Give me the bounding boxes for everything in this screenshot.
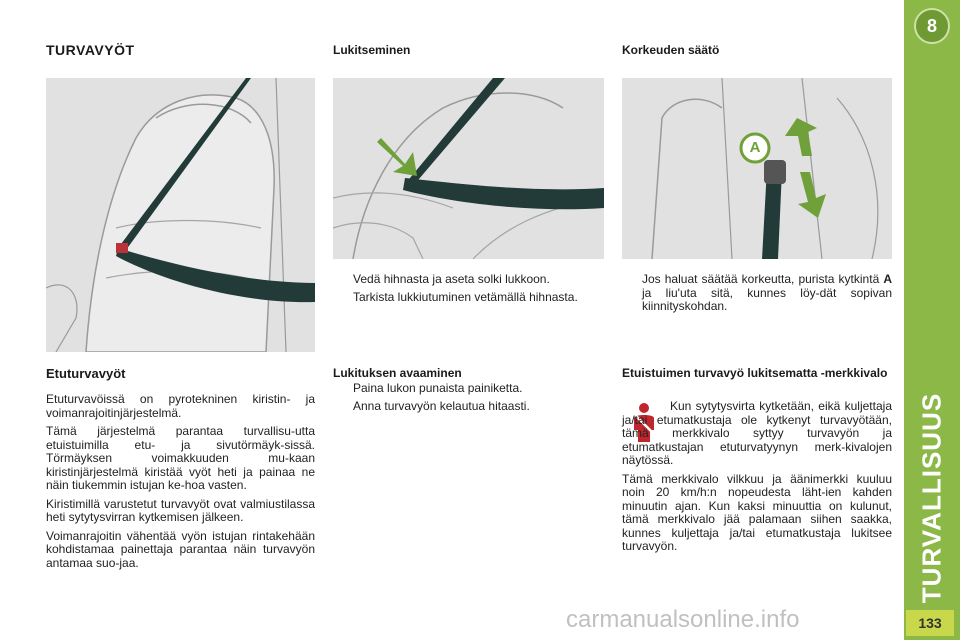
list-item: Anna turvavyön kelautua hitaasti. — [353, 398, 530, 413]
list-item: Vedä hihnasta ja aseta solki lukkoon. — [353, 272, 550, 286]
paragraph: Etuturvavöissä on pyrotekninen kiristin- ja voimanrajoitinjärjestelmä. — [46, 392, 315, 420]
chapter-label: TURVALLISUUS — [916, 392, 947, 604]
list-item: Tarkista lukkiutuminen vetämällä hihnasta. — [353, 289, 578, 304]
switch-a-label: A — [749, 139, 761, 156]
section-heading-unlocking: Lukituksen avaaminen — [333, 366, 462, 380]
front-belts-body — [46, 393, 315, 575]
belt-warning-body — [622, 400, 892, 559]
unlocking-bullets — [333, 382, 604, 417]
section-heading-front-belts: Etuturvavyöt — [46, 366, 126, 381]
paragraph: Kun sytytysvirta kytketään, eikä kuljettaja ja/tai etumatkustaja ole kytkenyt turvavyötään, tämä merkkivalo syttyy turvavyön ja etumatkustajan etuturvatyynyn merk-kivalojen näytössä. — [622, 399, 892, 467]
watermark: carmanualsonline.info — [566, 606, 800, 633]
front-seat-belt-illustration — [46, 78, 315, 352]
height-adjustment-bullets — [622, 273, 892, 318]
list-item: Paina lukon punaista painiketta. — [353, 381, 523, 395]
chapter-number-badge: 8 — [914, 8, 950, 44]
paragraph: Tämä merkkivalo vilkkuu ja äänimerkki kuuluu noin 20 km/h:n nopeudesta läht-ien kahden minuutin ajan. Kun kaksi minuuttia on kulunut, tämä merkkivalo jää palamaan siihen saakka, kunnes kuljettaja ja/tai etumatkustaja lukitsee turvavyön. — [622, 471, 892, 553]
section-heading-belt-warning-light: Etuistuimen turvavyö lukitsematta -merkkivalo — [622, 366, 888, 380]
section-title-locking: Lukitseminen — [333, 43, 411, 57]
list-item: Jos haluat säätää korkeutta, purista kytkintä A ja liu'uta sitä, kunnes löy-dät sopivan kiinnityskohdan. — [642, 272, 892, 313]
page-title: TURVAVYÖT — [46, 42, 135, 58]
height-adjustment-illustration — [622, 78, 892, 259]
paragraph: Kiristimillä varustetut turvavyöt ovat valmiustilassa heti sytytysvirran kytkemisen jälkeen. — [46, 496, 315, 524]
paragraph: Tämä järjestelmä parantaa turvallisu-utta etuistuimilla etu- ja sivutörmäyk-sissä. Törmäyksen voimakkuuden mu-kaan kiristinjärjestelmä kiristää vyöt heti ja painaa ne näin tiukemmin istujan ke-hoa vasten. — [46, 424, 315, 492]
belt-locking-illustration — [333, 78, 604, 259]
page-number: 133 — [906, 610, 954, 636]
paragraph: Voimanrajoitin vähentää vyön istujan rintakehään kohdistamaa painettaja parantaa näin turvavyön antamaa suo-jaa. — [46, 528, 315, 570]
locking-bullets — [333, 273, 604, 308]
section-title-height-adjustment: Korkeuden säätö — [622, 43, 720, 57]
